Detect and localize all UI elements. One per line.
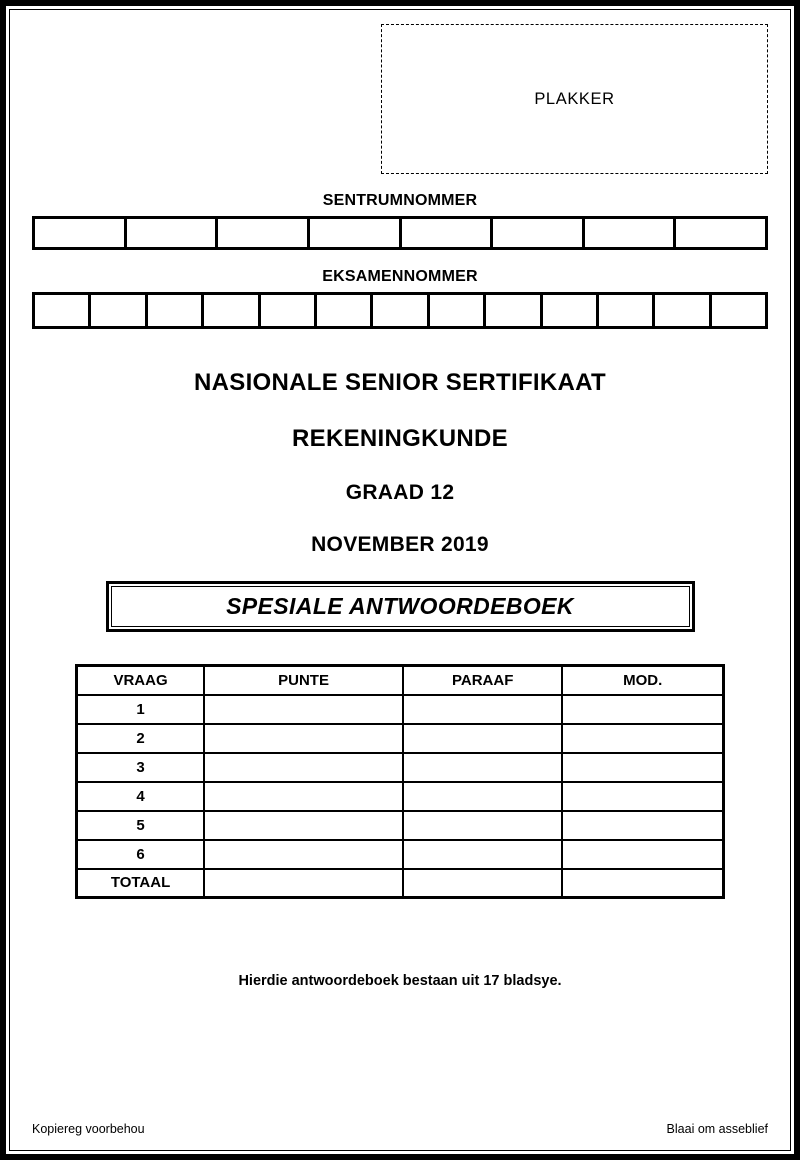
- exam-number-field[interactable]: [32, 292, 768, 329]
- exam-number-cell[interactable]: [655, 295, 711, 326]
- marks-table: [75, 664, 725, 899]
- exam-number-cell[interactable]: [317, 295, 373, 326]
- marks-table-header-punte: PUNTE: [204, 666, 403, 695]
- page-content: [10, 10, 790, 1150]
- exam-number-block: [32, 268, 768, 329]
- marks-row-paraaf[interactable]: [403, 695, 562, 724]
- marks-row-punte[interactable]: [204, 753, 403, 782]
- marks-row-mod[interactable]: [562, 695, 723, 724]
- marks-row-paraaf[interactable]: [403, 782, 562, 811]
- marks-row-punte[interactable]: [204, 811, 403, 840]
- centre-number-field[interactable]: [32, 216, 768, 250]
- marks-row-question: 1: [77, 695, 205, 724]
- answer-book-banner: [106, 581, 695, 632]
- marks-table-header-mod: MOD.: [562, 666, 723, 695]
- marks-table-row: [77, 782, 724, 811]
- marks-table-wrapper: [32, 664, 768, 899]
- exam-number-cell[interactable]: [486, 295, 542, 326]
- exam-date-title: NOVEMBER 2019: [311, 533, 489, 556]
- marks-row-punte[interactable]: [204, 782, 403, 811]
- page-count-note: Hierdie antwoordeboek bestaan uit 17 bladsye.: [238, 973, 562, 989]
- exam-number-cell[interactable]: [712, 295, 765, 326]
- marks-table-header-paraaf: PARAAF: [403, 666, 562, 695]
- sticker-box-row: [32, 10, 768, 174]
- footer-turn-over: Blaai om asseblief: [666, 1122, 768, 1136]
- answer-book-banner-inner: [111, 586, 690, 627]
- marks-row-paraaf[interactable]: [403, 840, 562, 869]
- centre-number-cell[interactable]: [585, 219, 677, 247]
- marks-row-question: TOTAAL: [77, 869, 205, 898]
- marks-table-row: [77, 753, 724, 782]
- marks-table-row: [77, 811, 724, 840]
- exam-number-label: EKSAMENNOMMER: [322, 268, 478, 285]
- sticker-box-label: PLAKKER: [534, 89, 615, 108]
- marks-row-punte[interactable]: [204, 724, 403, 753]
- centre-number-cell[interactable]: [310, 219, 402, 247]
- marks-row-question: 5: [77, 811, 205, 840]
- exam-number-cell[interactable]: [148, 295, 204, 326]
- exam-number-cell[interactable]: [261, 295, 317, 326]
- marks-table-row: [77, 724, 724, 753]
- marks-row-paraaf[interactable]: [403, 811, 562, 840]
- sticker-box[interactable]: [381, 24, 768, 174]
- marks-row-paraaf[interactable]: [403, 753, 562, 782]
- centre-number-cell[interactable]: [218, 219, 310, 247]
- footer-copyright: Kopiereg voorbehou: [32, 1122, 145, 1136]
- marks-row-punte[interactable]: [204, 695, 403, 724]
- title-block: [32, 369, 768, 557]
- centre-number-cell[interactable]: [35, 219, 127, 247]
- answer-book-banner-text: SPESIALE ANTWOORDEBOEK: [226, 593, 574, 619]
- marks-row-mod[interactable]: [562, 753, 723, 782]
- marks-row-mod[interactable]: [562, 840, 723, 869]
- marks-row-mod[interactable]: [562, 869, 723, 898]
- exam-number-cell[interactable]: [543, 295, 599, 326]
- exam-number-cell[interactable]: [373, 295, 429, 326]
- marks-row-question: 3: [77, 753, 205, 782]
- marks-row-question: 6: [77, 840, 205, 869]
- page-footer: [32, 1122, 768, 1136]
- centre-number-block: [32, 192, 768, 250]
- exam-number-cell[interactable]: [35, 295, 91, 326]
- marks-table-header-row: [77, 666, 724, 695]
- marks-row-paraaf[interactable]: [403, 869, 562, 898]
- marks-row-question: 4: [77, 782, 205, 811]
- centre-number-cell[interactable]: [127, 219, 219, 247]
- marks-row-punte[interactable]: [204, 869, 403, 898]
- grade-title: GRAAD 12: [345, 481, 455, 504]
- exam-number-cell[interactable]: [430, 295, 486, 326]
- subject-title: REKENINGKUNDE: [292, 425, 508, 452]
- centre-number-cell[interactable]: [493, 219, 585, 247]
- marks-row-mod[interactable]: [562, 724, 723, 753]
- marks-table-row: [77, 869, 724, 898]
- centre-number-cell[interactable]: [402, 219, 494, 247]
- exam-number-cell[interactable]: [91, 295, 147, 326]
- marks-row-mod[interactable]: [562, 811, 723, 840]
- marks-table-body: [77, 695, 724, 898]
- marks-table-row: [77, 695, 724, 724]
- exam-number-cell[interactable]: [599, 295, 655, 326]
- centre-number-cell[interactable]: [676, 219, 765, 247]
- certificate-title: NASIONALE SENIOR SERTIFIKAAT: [194, 369, 606, 396]
- marks-table-row: [77, 840, 724, 869]
- marks-row-punte[interactable]: [204, 840, 403, 869]
- exam-number-cell[interactable]: [204, 295, 260, 326]
- page-inner-border: [9, 9, 791, 1151]
- marks-table-header-vraag: VRAAG: [77, 666, 205, 695]
- centre-number-label: SENTRUMNOMMER: [322, 192, 478, 209]
- marks-row-question: 2: [77, 724, 205, 753]
- marks-row-paraaf[interactable]: [403, 724, 562, 753]
- marks-row-mod[interactable]: [562, 782, 723, 811]
